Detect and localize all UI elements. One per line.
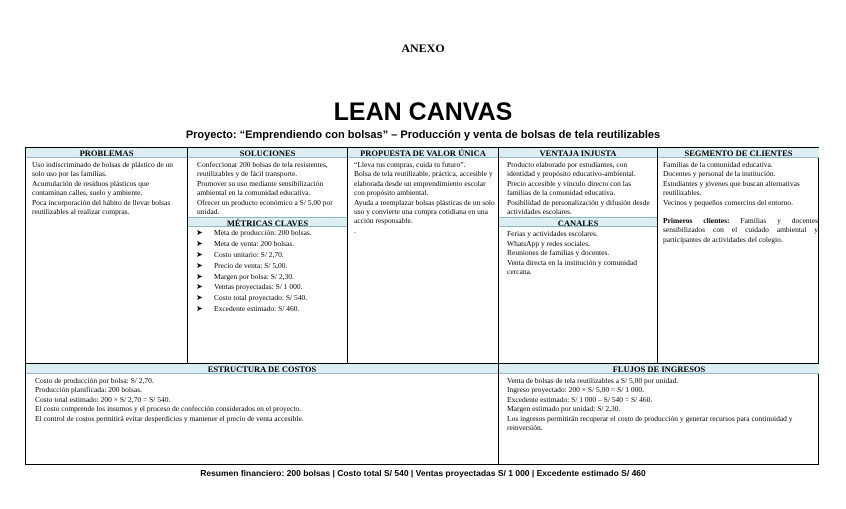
list-item: ➤ Meta de venta: 200 bolsas. — [196, 239, 295, 249]
primeros-clientes-text: Familias y docentes sensibilizados con el cuidado ambiental y participantes de actividades del colegio. — [663, 216, 818, 244]
costos-line: El control de costos permitirá evitar desperdicios y mantener el precio de venta accesible. — [35, 413, 304, 423]
ingresos-block — [499, 364, 819, 465]
problemas-heading: PROBLEMAS — [26, 148, 187, 158]
costos-line: El costo comprende los insumos y el proceso de confección considerados en el proyecto. — [35, 404, 302, 414]
costos-line: Costo de producción por bolsa: S/ 2,70. — [35, 376, 154, 385]
ventaja-line: Posibilidad de personalización y difusión desde actividades escolares. — [507, 197, 650, 217]
problemas-line: Acumulación de residuos plásticos que contaminan calles, suelo y ambiente. — [32, 178, 150, 198]
list-item: ➤ Costo total proyectado: S/ 540. — [196, 293, 308, 303]
arrow-bullet-icon: ➤ — [196, 271, 203, 281]
propuesta-line: “Lleva tus compras, cuida tu futuro”. — [354, 160, 466, 169]
segmento-line: Vecinos y pequeños comercios del entorno. — [663, 197, 793, 207]
ventaja-heading: VENTAJA INJUSTA — [499, 148, 657, 158]
canales-line: Ferias y actividades escolares. — [507, 229, 598, 239]
ventaja-line: Precio accesible y vínculo directo con las familias de la comunidad educativa. — [507, 178, 632, 198]
ingresos-line: Venta de bolsas de tela reutilizables a S/ 5,00 por unidad. — [507, 376, 679, 385]
canales-line: Reuniones de familias y docentes. — [507, 248, 610, 258]
arrow-bullet-icon: ➤ — [196, 239, 203, 249]
canales-heading: CANALES — [499, 217, 657, 227]
lean-canvas — [25, 147, 819, 465]
primeros-clientes-label: Primeros clientes: — [663, 216, 730, 226]
ingresos-line: Excedente estimado: S/ 1 000 – S/ 540 = S/ 460. — [507, 394, 653, 404]
soluciones-line: Confeccionar 200 bolsas de tela resistentes, reutilizables y de fácil transporte. — [197, 160, 328, 179]
segmento-block — [658, 148, 819, 363]
financial-summary: Resumen financiero: 200 bolsas | Costo total S/ 540 | Ventas proyectadas S/ 1 000 | Excedente estimado S/ 460 — [200, 468, 646, 478]
annex-label: ANEXO — [401, 41, 445, 55]
primeros-clientes — [663, 216, 818, 244]
segmento-line: Familias de la comunidad educativa. — [663, 160, 773, 169]
list-item: ➤ Excedente estimado: S/ 460. — [196, 304, 300, 314]
propuesta-heading: PROPUESTA DE VALOR ÚNICA — [348, 148, 498, 158]
soluciones-line: Ofrecer un producto económico a S/ 5,00 por unidad. — [197, 197, 333, 217]
list-item: ➤ Meta de producción: 200 bolsas. — [196, 228, 312, 238]
canales-line: WhatsApp y redes sociales. — [507, 238, 590, 248]
problemas-line: Uso indiscriminado de bolsas de plástico de un solo uso por las familias. — [32, 160, 174, 179]
propuesta-line: Bolsa de tela reutilizable, práctica, accesible y elaborada desde un emprendimiento escolar con propósito ambiental. — [354, 169, 493, 198]
arrow-bullet-icon: ➤ — [196, 228, 203, 238]
list-item: ➤ Precio de venta: S/ 5,00. — [196, 260, 288, 270]
list-item: ➤ Ventas proyectadas: S/ 1 000. — [196, 282, 303, 292]
segmento-heading: SEGMENTO DE CLIENTES — [658, 148, 819, 158]
ventaja-block — [499, 148, 657, 363]
metricas-list — [188, 227, 347, 314]
list-item: ➤ Margen por bolsa: S/ 2,30. — [196, 271, 294, 281]
costos-line: Costo total estimado: 200 × S/ 2,70 = S/ 540. — [35, 394, 171, 404]
arrow-bullet-icon: ➤ — [196, 260, 203, 270]
ingresos-line: Margen estimado por unidad: S/ 2,30. — [507, 404, 621, 414]
propuesta-line: Ayuda a reemplazar bolsas plásticas de un solo uso y convierte una compra cotidiana en una acción responsable. — [354, 197, 495, 226]
segmento-line: Estudiantes y jóvenes que buscan alternativas reutilizables. — [663, 178, 800, 198]
arrow-bullet-icon: ➤ — [196, 304, 203, 314]
soluciones-heading: SOLUCIONES — [188, 148, 347, 158]
metricas-heading: MÉTRICAS CLAVES — [188, 217, 347, 227]
costos-heading: ESTRUCTURA DE COSTOS — [26, 364, 498, 374]
ventaja-line: Producto elaborado por estudiantes, con identidad y propósito educativo-ambiental. — [507, 160, 636, 179]
costos-line: Producción planificada: 200 bolsas. — [35, 385, 143, 395]
propuesta-block — [348, 148, 498, 363]
arrow-bullet-icon: ➤ — [196, 282, 203, 292]
costos-block — [26, 364, 498, 465]
page-title: LEAN CANVAS — [333, 98, 513, 126]
soluciones-line: Promover su uso mediante sensibilización ambiental en la comunidad educativa. — [197, 178, 324, 198]
soluciones-block — [188, 148, 347, 363]
problemas-line: Poca incorporación del hábito de llevar bolsas reutilizables al realizar compras. — [32, 197, 171, 217]
arrow-bullet-icon: ➤ — [196, 293, 203, 303]
segmento-line: Docentes y personal de la institución. — [663, 169, 776, 179]
propuesta-line: . — [354, 225, 356, 235]
arrow-bullet-icon: ➤ — [196, 250, 203, 260]
ingresos-line: Los ingresos permitirán recuperar el costo de producción y generar recursos para continuidad y reinversión. — [507, 413, 793, 433]
canales-line: Venta directa en la institución y comunidad cercana. — [507, 257, 637, 277]
ingresos-line: Ingreso proyectado: 200 × S/ 5,00 = S/ 1 000. — [507, 385, 644, 395]
list-item: ➤ Costo unitario: S/ 2,70. — [196, 250, 284, 260]
ingresos-heading: FLUJOS DE INGRESOS — [499, 364, 819, 374]
project-subtitle: Proyecto: “Emprendiendo con bolsas” – Producción y venta de bolsas de tela reutilizables — [185, 129, 661, 141]
problemas-block — [26, 148, 187, 363]
